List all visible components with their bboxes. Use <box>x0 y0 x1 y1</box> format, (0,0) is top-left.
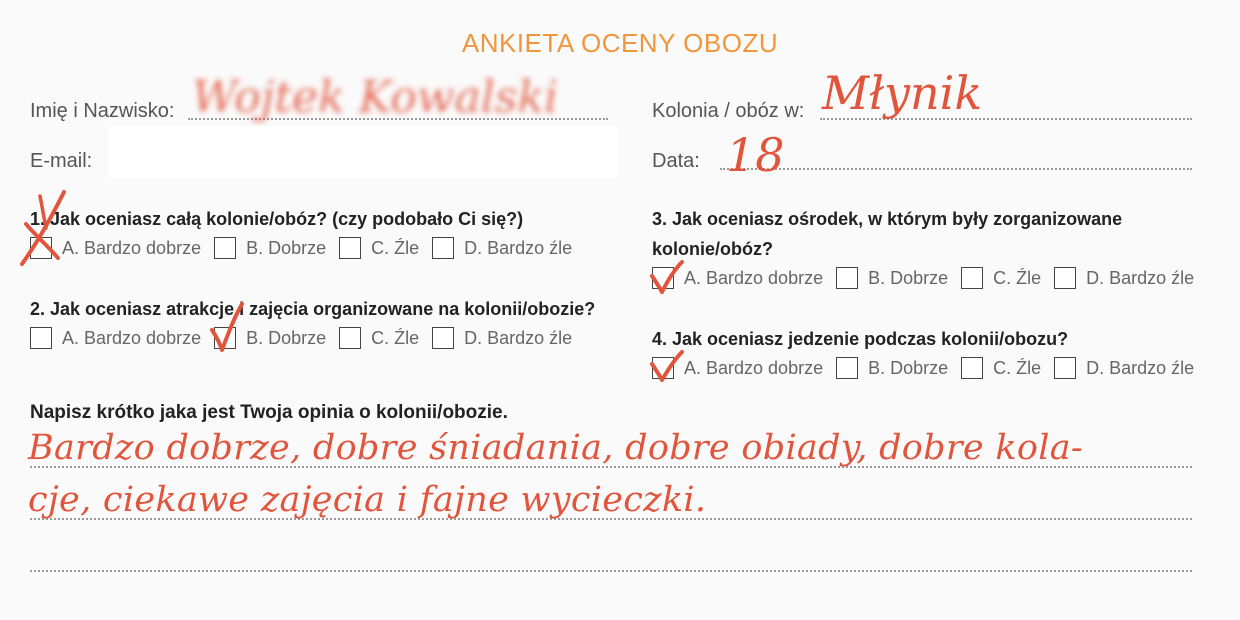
checkbox[interactable] <box>1054 357 1076 379</box>
opinion-handwritten-line-2[interactable]: cje, ciekawe zajęcia i fajne wycieczki. <box>28 480 707 520</box>
checkbox[interactable] <box>339 237 361 259</box>
name-label: Imię i Nazwisko: <box>30 100 175 122</box>
q1-option-b[interactable] <box>214 237 326 259</box>
question-3-text: 3. Jak oceniasz ośrodek, w którym były zorganizowane <box>652 209 1123 229</box>
option-label: D. Bardzo źle <box>1086 357 1195 378</box>
q3-option-b[interactable] <box>836 267 948 289</box>
q2-option-b[interactable] <box>214 327 326 349</box>
date-label: Data: <box>652 150 700 172</box>
date-handwritten-value[interactable]: 18 <box>726 128 785 182</box>
option-label: B. Dobrze <box>246 327 327 348</box>
name-handwritten-value[interactable]: Wojtek Kowalski <box>192 72 559 123</box>
option-label: C. Źle <box>371 237 420 258</box>
checkbox[interactable] <box>1054 267 1076 289</box>
opinion-handwritten-line-1[interactable]: Bardzo dobrze, dobre śniadania, dobre obiady, dobre kola- <box>28 428 1083 468</box>
q4-option-c[interactable] <box>961 357 1041 379</box>
q1-option-d[interactable] <box>432 237 572 259</box>
option-label: A. Bardzo dobrze <box>62 237 202 258</box>
question-3-options <box>652 267 1207 289</box>
checkbox[interactable] <box>30 327 52 349</box>
option-label: C. Źle <box>993 267 1042 288</box>
option-label: A. Bardzo dobrze <box>684 357 824 378</box>
option-label: B. Dobrze <box>868 357 949 378</box>
checkbox[interactable] <box>30 237 52 259</box>
question-1-options <box>30 237 585 259</box>
q2-option-a[interactable] <box>30 327 201 349</box>
question-4-options <box>652 357 1207 379</box>
checkbox[interactable] <box>836 267 858 289</box>
checkbox[interactable] <box>961 267 983 289</box>
checkbox[interactable] <box>339 327 361 349</box>
camp-label: Kolonia / obóz w: <box>652 100 805 122</box>
q1-option-c[interactable] <box>339 237 419 259</box>
checkbox[interactable] <box>836 357 858 379</box>
checkbox[interactable] <box>961 357 983 379</box>
q2-option-d[interactable] <box>432 327 572 349</box>
q3-option-a[interactable] <box>652 267 823 289</box>
question-4-text: 4. Jak oceniasz jedzenie podczas kolonii/obozu? <box>652 329 1069 349</box>
email-redaction-box[interactable] <box>108 126 618 178</box>
q4-option-d[interactable] <box>1054 357 1194 379</box>
checkbox[interactable] <box>652 267 674 289</box>
date-dotted-line <box>720 168 1192 170</box>
checkbox[interactable] <box>214 327 236 349</box>
option-label: A. Bardzo dobrze <box>684 267 824 288</box>
question-1-text: 1. Jak oceniasz całą kolonie/obóz? (czy podobało Ci się?) <box>30 209 524 229</box>
opinion-question: Napisz krótko jaka jest Twoja opinia o kolonii/obozie. <box>30 402 508 423</box>
q3-option-d[interactable] <box>1054 267 1194 289</box>
email-label: E-mail: <box>30 150 93 172</box>
checkbox[interactable] <box>432 237 454 259</box>
q2-option-c[interactable] <box>339 327 419 349</box>
question-2-text: 2. Jak oceniasz atrakcje i zajęcia organizowane na kolonii/obozie? <box>30 299 596 319</box>
survey-title: ANKIETA OCENY OBOZU <box>461 28 779 58</box>
q3-option-c[interactable] <box>961 267 1041 289</box>
option-label: B. Dobrze <box>246 237 327 258</box>
option-label: D. Bardzo źle <box>464 237 573 258</box>
option-label: A. Bardzo dobrze <box>62 327 202 348</box>
checkbox[interactable] <box>652 357 674 379</box>
option-label: C. Źle <box>371 327 420 348</box>
option-label: B. Dobrze <box>868 267 949 288</box>
checkbox[interactable] <box>432 327 454 349</box>
question-2-options <box>30 327 585 349</box>
option-label: D. Bardzo źle <box>464 327 573 348</box>
q4-option-b[interactable] <box>836 357 948 379</box>
camp-handwritten-value[interactable]: Młynik <box>822 66 983 120</box>
checkbox[interactable] <box>214 237 236 259</box>
q4-option-a[interactable] <box>652 357 823 379</box>
opinion-dotted-line-3 <box>30 570 1192 572</box>
q1-option-a[interactable] <box>30 237 201 259</box>
option-label: D. Bardzo źle <box>1086 267 1195 288</box>
option-label: C. Źle <box>993 357 1042 378</box>
question-3-text-continued: kolonie/obóz? <box>652 239 773 259</box>
